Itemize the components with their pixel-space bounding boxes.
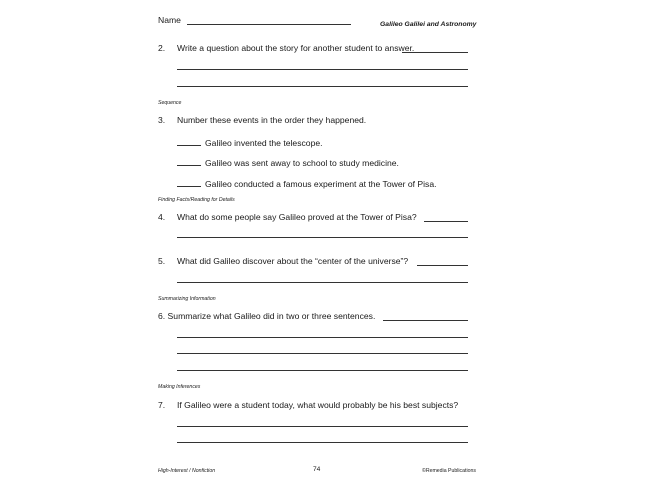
q6-answer-line[interactable] — [177, 337, 468, 338]
q6-text: 6. Summarize what Galileo did in two or three sentences. — [158, 311, 376, 321]
q3-number: 3. — [158, 115, 166, 125]
q4-text: What do some people say Galileo proved at the Tower of Pisa? — [177, 212, 417, 222]
worksheet-title: Galileo Galilei and Astronomy — [380, 21, 477, 28]
order-blank[interactable] — [177, 136, 201, 146]
q4-answer-line[interactable] — [424, 221, 468, 222]
footer-series: High-Interest / Nonfiction — [158, 468, 216, 474]
order-blank[interactable] — [177, 156, 201, 166]
q2-answer-line[interactable] — [177, 69, 468, 70]
q7-text: If Galileo were a student today, what would probably be his best subjects? — [177, 400, 459, 410]
q7-answer-line[interactable] — [177, 426, 468, 427]
q5-answer-line[interactable] — [177, 282, 468, 283]
q2-text: Write a question about the story for another student to answer. — [177, 43, 415, 53]
q2-answer-line[interactable] — [402, 52, 468, 53]
q4-number: 4. — [158, 212, 166, 222]
q6-answer-line[interactable] — [177, 370, 468, 371]
q3-event-item — [177, 177, 437, 190]
section-heading-summarizing: Summarizing Information — [158, 296, 216, 302]
name-line[interactable] — [187, 24, 351, 25]
q5-answer-line[interactable] — [417, 265, 468, 266]
section-heading-inferences: Making Inferences — [158, 384, 201, 390]
q4-answer-line[interactable] — [177, 237, 468, 238]
q5-number: 5. — [158, 256, 166, 266]
event-text: Galileo conducted a famous experiment at the Tower of Pisa. — [205, 179, 437, 189]
order-blank[interactable] — [177, 177, 201, 187]
q3-event-item — [177, 136, 323, 149]
q6-answer-line[interactable] — [383, 320, 468, 321]
event-text: Galileo was sent away to school to study medicine. — [205, 158, 399, 168]
q7-number: 7. — [158, 400, 166, 410]
page-number: 74 — [313, 466, 321, 473]
q6-answer-line[interactable] — [177, 353, 468, 354]
footer-copyright: ©Remedia Publications — [422, 468, 476, 474]
name-label: Name — [158, 15, 181, 25]
q5-text: What did Galileo discover about the “center of the universe”? — [177, 256, 409, 266]
event-text: Galileo invented the telescope. — [205, 138, 323, 148]
q3-text: Number these events in the order they happened. — [177, 115, 367, 125]
section-heading-details: Finding Facts/Reading for Details — [158, 197, 235, 203]
q2-answer-line[interactable] — [177, 86, 468, 87]
q3-event-item — [177, 156, 399, 169]
q7-answer-line[interactable] — [177, 442, 468, 443]
q2-number: 2. — [158, 43, 166, 53]
section-heading-sequence: Sequence — [158, 100, 182, 106]
